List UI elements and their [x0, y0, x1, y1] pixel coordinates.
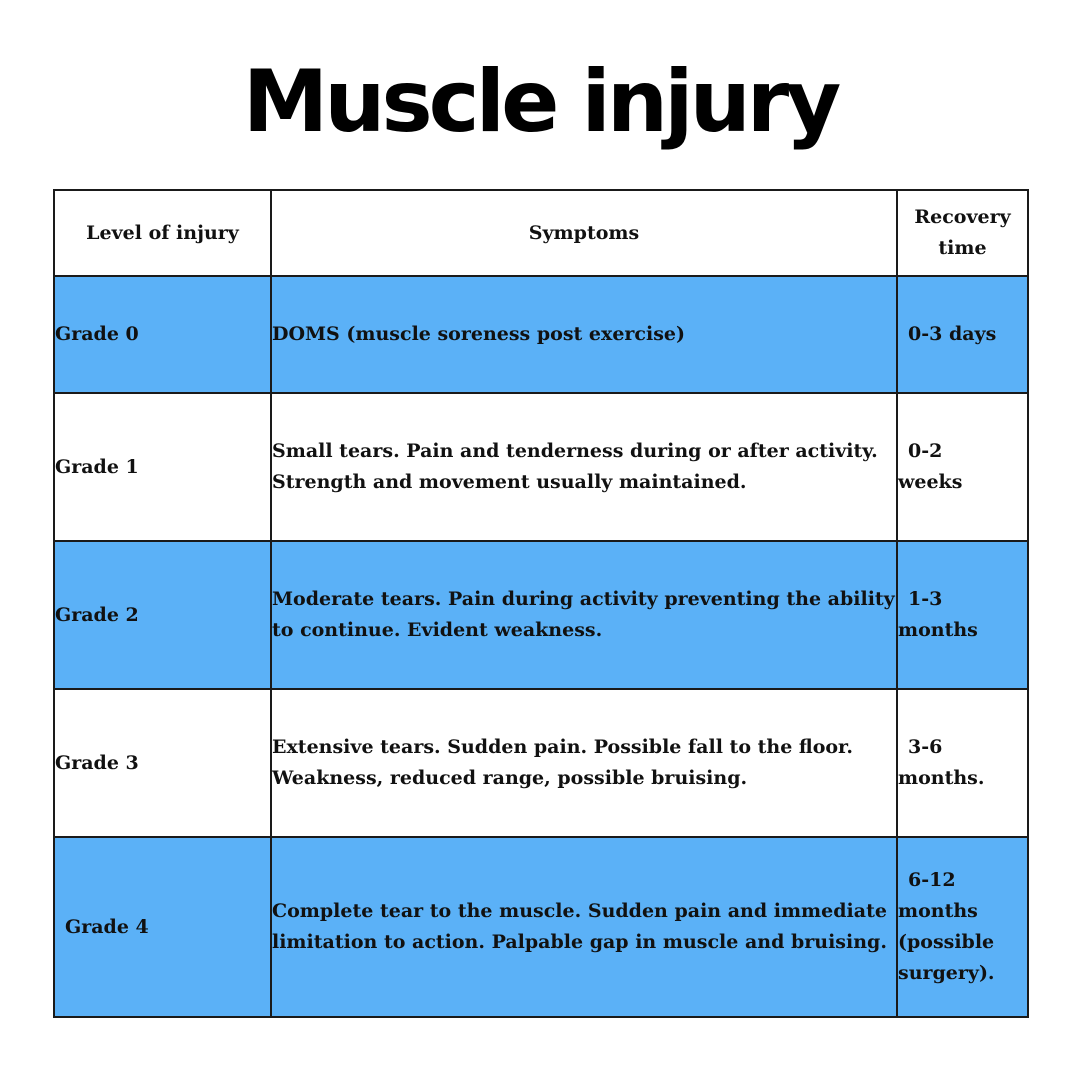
table-row-grade-2 — [54, 541, 1028, 689]
symptoms-cell — [271, 276, 897, 393]
grade-cell: Grade 4 — [54, 837, 271, 1017]
table-header-row — [54, 190, 1028, 276]
header-recovery-line: time — [938, 237, 987, 259]
symptoms-line: Strength and movement usually maintained. — [272, 471, 747, 493]
injury-grades-table — [53, 189, 1029, 1018]
symptoms-cell — [271, 837, 897, 1017]
header-level-of-injury: Level of injury — [54, 190, 271, 276]
recovery-cell — [897, 689, 1028, 837]
recovery-line: 1-3 — [908, 588, 943, 610]
recovery-cell — [897, 837, 1028, 1017]
symptoms-cell — [271, 689, 897, 837]
recovery-cell — [897, 276, 1028, 393]
header-recovery-line: Recovery — [914, 206, 1011, 228]
page-title: Muscle injury — [242, 52, 838, 152]
table-row-grade-4 — [54, 837, 1028, 1017]
recovery-line: surgery). — [898, 962, 995, 984]
recovery-line: months — [898, 619, 978, 641]
recovery-line: 0-3 days — [908, 323, 997, 345]
recovery-line: 6-12 — [908, 869, 956, 891]
table-row-grade-3 — [54, 689, 1028, 837]
recovery-line: weeks — [898, 471, 963, 493]
grade-cell: Grade 0 — [54, 276, 271, 393]
symptoms-line: Weakness, reduced range, possible bruising. — [272, 767, 748, 789]
symptoms-line: DOMS (muscle soreness post exercise) — [272, 323, 685, 345]
grade-cell: Grade 2 — [54, 541, 271, 689]
header-recovery-time — [897, 190, 1028, 276]
header-symptoms: Symptoms — [271, 190, 897, 276]
symptoms-line: Moderate tears. Pain during activity preventing the ability — [272, 588, 895, 610]
symptoms-line: Extensive tears. Sudden pain. Possible fall to the floor. — [272, 736, 853, 758]
grade-cell: Grade 1 — [54, 393, 271, 541]
recovery-line: months. — [898, 767, 985, 789]
symptoms-cell — [271, 393, 897, 541]
recovery-cell — [897, 393, 1028, 541]
recovery-cell — [897, 541, 1028, 689]
recovery-line: (possible — [898, 931, 995, 953]
recovery-line: 0-2 — [908, 440, 943, 462]
grade-cell: Grade 3 — [54, 689, 271, 837]
symptoms-line: Complete tear to the muscle. Sudden pain and immediate — [272, 900, 887, 922]
symptoms-cell — [271, 541, 897, 689]
symptoms-line: limitation to action. Palpable gap in muscle and bruising. — [272, 931, 887, 953]
table-row-grade-0 — [54, 276, 1028, 393]
symptoms-line: to continue. Evident weakness. — [272, 619, 603, 641]
table-row-grade-1 — [54, 393, 1028, 541]
recovery-line: months — [898, 900, 978, 922]
recovery-line: 3-6 — [908, 736, 943, 758]
symptoms-line: Small tears. Pain and tenderness during or after activity. — [272, 440, 878, 462]
